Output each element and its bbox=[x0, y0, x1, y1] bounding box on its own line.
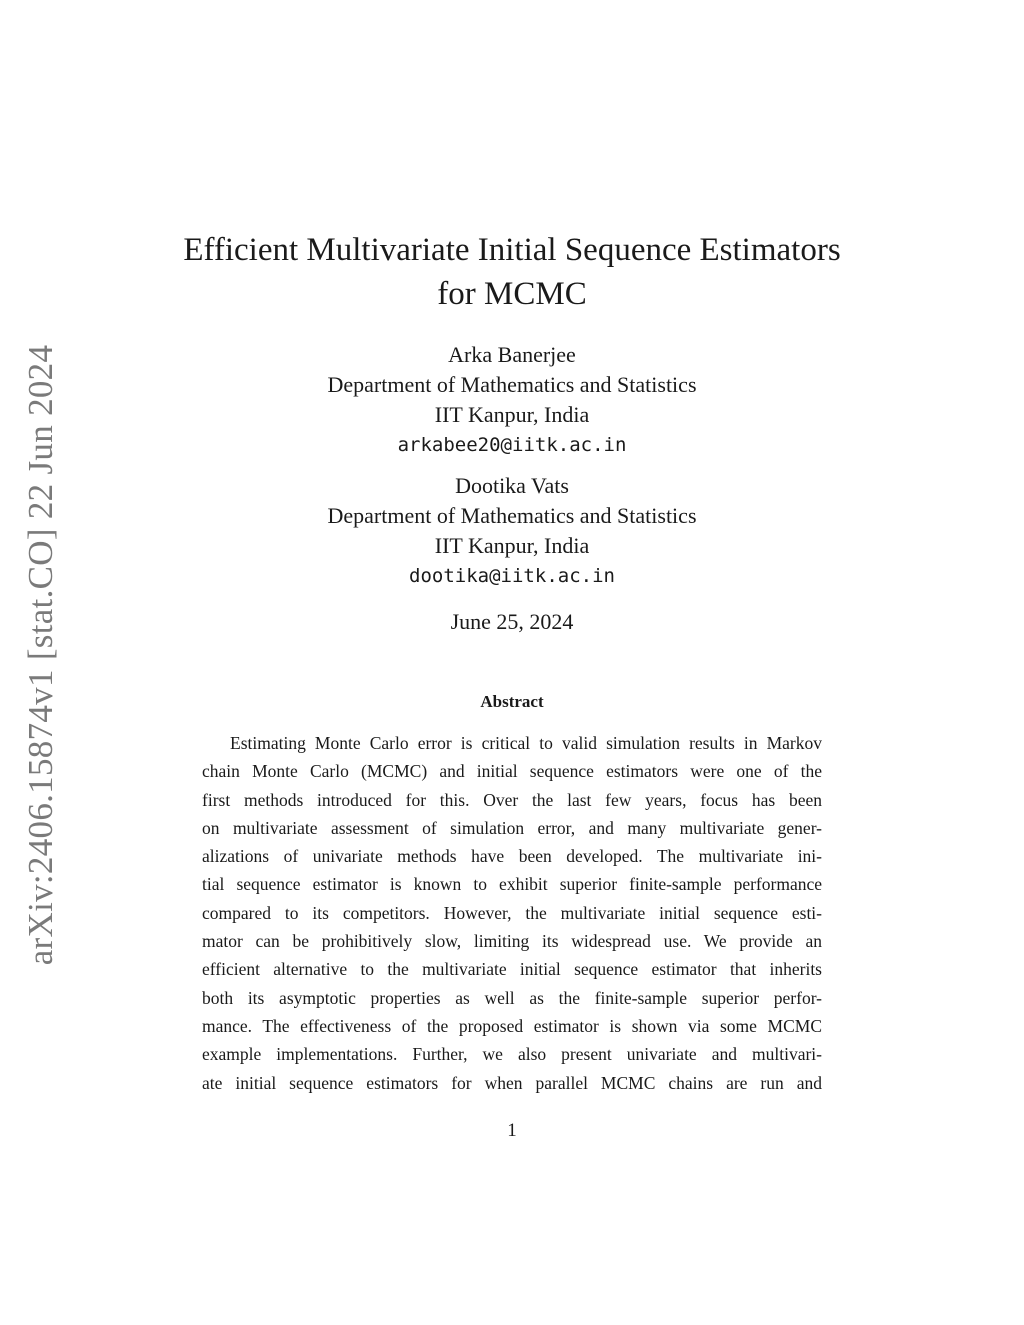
abstract-line: ate initial sequence estimators for when parallel MCMC chains are run and bbox=[202, 1072, 822, 1093]
paper-title-line-1: Efficient Multivariate Initial Sequence Estimators bbox=[183, 232, 841, 268]
abstract-line: compared to its competitors. However, the multivariate initial sequence esti- bbox=[202, 902, 822, 923]
author-name: Dootika Vats bbox=[455, 473, 569, 498]
author-institution: IIT Kanpur, India bbox=[434, 533, 590, 558]
paper-title bbox=[0, 228, 1024, 316]
author-institution: IIT Kanpur, India bbox=[434, 402, 590, 427]
author-email[interactable]: arkabee20@iitk.ac.in bbox=[397, 434, 627, 456]
abstract-line: both its asymptotic properties as well as the finite-sample superior perfor- bbox=[202, 987, 822, 1008]
publication-date: June 25, 2024 bbox=[450, 609, 574, 634]
author-block-2 bbox=[0, 471, 1024, 591]
arxiv-identifier-stamp: arXiv:2406.15874v1 [stat.CO] 22 Jun 2024 bbox=[21, 344, 60, 966]
author-department: Department of Mathematics and Statistics bbox=[327, 372, 697, 397]
abstract-line: first methods introduced for this. Over the last few years, focus has been bbox=[202, 789, 822, 810]
abstract-line: mance. The effectiveness of the proposed estimator is shown via some MCMC bbox=[202, 1015, 822, 1036]
author-department: Department of Mathematics and Statistics bbox=[327, 503, 697, 528]
abstract-line: tial sequence estimator is known to exhibit superior finite-sample performance bbox=[202, 874, 822, 895]
page-number: 1 bbox=[507, 1120, 517, 1141]
paper-title-line-2: for MCMC bbox=[437, 276, 587, 312]
abstract-body bbox=[202, 729, 822, 1097]
abstract-line: efficient alternative to the multivariate initial sequence estimator that inherits bbox=[202, 959, 822, 980]
abstract-line: example implementations. Further, we also present univariate and multivari- bbox=[202, 1044, 822, 1065]
abstract-line: chain Monte Carlo (MCMC) and initial sequence estimators were one of the bbox=[202, 761, 822, 782]
abstract-line: mator can be prohibitively slow, limiting its widespread use. We provide an bbox=[202, 931, 822, 952]
abstract-line: alizations of univariate methods have been developed. The multivariate ini- bbox=[202, 846, 822, 867]
abstract-line: on multivariate assessment of simulation error, and many multivariate gener- bbox=[202, 817, 822, 838]
abstract-line: Estimating Monte Carlo error is critical to valid simulation results in Markov bbox=[230, 733, 822, 753]
abstract-heading: Abstract bbox=[480, 692, 544, 711]
author-email[interactable]: dootika@iitk.ac.in bbox=[409, 565, 615, 587]
author-block-1 bbox=[0, 340, 1024, 460]
author-name: Arka Banerjee bbox=[448, 342, 576, 367]
